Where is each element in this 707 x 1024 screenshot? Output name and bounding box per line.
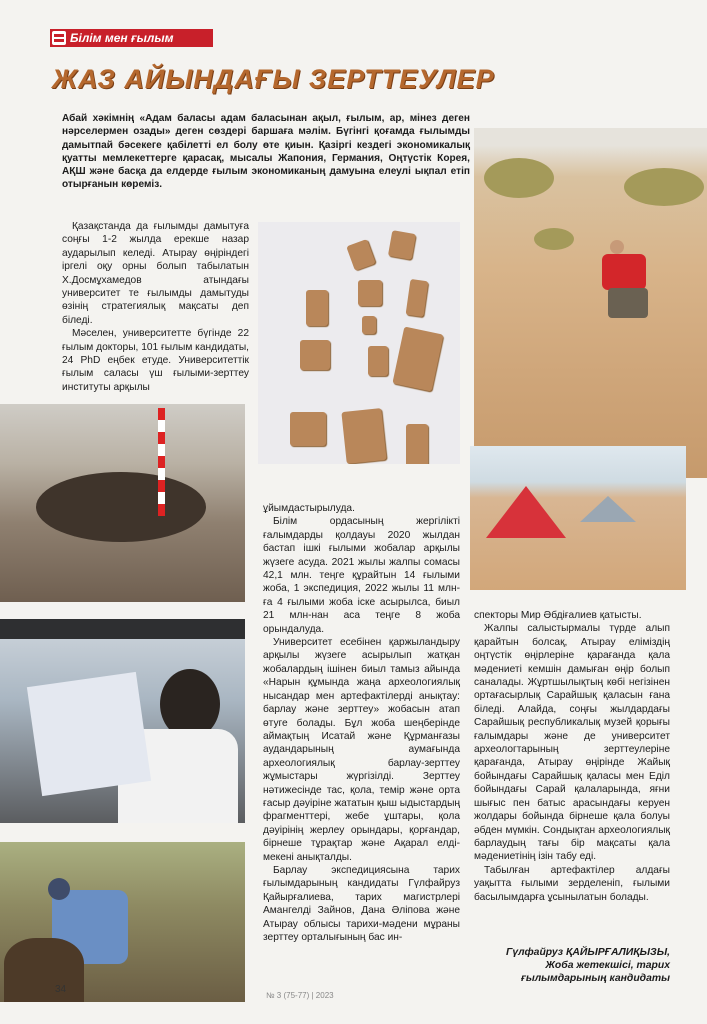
paragraph: Қазақстанда да ғылымды дамытуға соңғы 1-2 жылда ерекше назар аударылып келеді. Атырау өңіріндегі іргелі оқу орны болып табылатын Х.Досмұхамедов атындағы университет те ғылымды дамытуды өзінің стратегиялық мақсаты деп біледі. [62, 221, 249, 326]
book-icon [52, 31, 66, 45]
paragraph: Табылған артефактілер алдағы уақытта ғылыми зерделеніп, ғылыми басылымдарға ұсынылатын болады. [474, 864, 670, 903]
section-header [50, 29, 213, 47]
photo-camp-tents [470, 446, 686, 590]
paragraph: Жалпы салыстырмалы түрде алып қарайтын болсақ, Атырау еліміздің оңтүстік өңірлеріне қарағанда қала мәдениеті кемшін дамыған өңір болып саналады. Жұртшылықтың көбі негізінен ортағасырлық Сарайшық қаласын ғана біледі. Алайда, соңғы жылдардағы Сарайшық республикалық музей қорығы ғалымдары және де университет археологтарының зерттеулеріне қарағанда, Атырау өңірінде Жайық бойындағы Сарайшық қаласы мен Еділ бойындағы Сарай қалаларында, яғни шығыс пен батыс арасындағы керуен жолдары бойында бірнеше қала болуы әбден мүмкін. Сондықтан археологиялық барлаудың тағы бір мақсаты қала мәдениетінің ізін табу еді. [474, 623, 670, 863]
paragraph: спекторы Мир Әбдіғалиев қатысты. [474, 610, 642, 621]
author-name: Гүлфайруз ҚАЙЫРҒАЛИҚЫЗЫ, [505, 947, 670, 958]
author-role: ғылымдарының кандидаты [520, 973, 670, 984]
article-intro: Абай хәкімнің «Адам баласы адам баласынан ақыл, ғылым, ар, мінез деген нәрселермен озады» деген сөздері баршаға мәлім. Бүгінгі қоғамда ғылымды дамытпай бәсекеге қабілетті ел болу өте қиын. Қазіргі кездегі экономикалық қуатты мемлекеттерге қарасақ, мысалы Жапония, Германия, Оңтүстік Корея, АҚШ және басқа да елдерде ғылым экономиканың дамуына елеулі ықпал етіп отырғанын көреміз. [62, 113, 470, 191]
page-number: 34 [55, 984, 67, 995]
photo-man-digging [0, 842, 245, 1002]
column-1 [62, 220, 249, 394]
column-2 [263, 502, 460, 944]
section-label: Білім мен ғылым [70, 31, 174, 45]
photo-excavation-pit [0, 404, 245, 602]
paragraph: Мәселен, университетте бүгінде 22 ғылым докторы, 101 ғылым кандидаты, 24 PhD еңбек етуде. Университеттік ғылым саласы үш ғылыми-зерттеу институты арқылы [62, 328, 249, 393]
paragraph: Барлау экспедициясына тарих ғылымдарының кандидаты Гүлфайруз Қайырғалиева, тарих магистрлері Амангелді Зайнов, Дана Әліпова және Атырау облысы тарихи-мәдени мұраны зерттеу орталығының бас ин- [263, 864, 460, 943]
article-title: ЖАЗ АЙЫНДАҒЫ ЗЕРТТЕУЛЕР [52, 64, 495, 94]
author-role: Жоба жетекшісі, тарих [545, 960, 670, 971]
photo-pottery-shards [258, 222, 460, 464]
paragraph: Университет есебінен қаржыландыру арқылы жүзеге асырылып жатқан жобалардың ішінен биыл тамыз айында «Нарын құмында жаңа археологиялық нысандар мен артефактілерді анықтау: барлау және зерттеу» жобасын атап өтуге болады. Бұл жоба шеңберінде аймақтың Исатай және Құрманғазы аудандарының аумағында археологиялық барлау-зерттеу жұмыстары жүргізілді. Зерттеу нәтижесінде тас, қола, темір және орта ғасыр дәуіріне жататын қыш ыдыстардың фрагменттері, жебе ұштары, қола дәуірінің жерлеу орындары, қорғандар, бірнеше тұрақтар және Ақарал елді-мекені анықталды. [263, 637, 461, 863]
photo-dune-researcher [474, 128, 707, 478]
issue-footer: № 3 (75-77) | 2023 [266, 991, 334, 1000]
photo-man-with-map [0, 619, 245, 823]
paragraph: ұйымдастырылуда. [263, 503, 355, 514]
column-3 [474, 609, 670, 904]
author-signature [474, 946, 670, 985]
paragraph: Білім ордасының жергілікті ғалымдарды қолдауы 2020 жылдан бастап ішкі ғылыми жобалар арқылы жүзеге асуда. 2021 жылы жалпы сомасы 42,1 млн. теңге құрайтын 14 ғылыми жоба, 1 экспедиция, 2022 жылы 11 млн-ға 4 ғылыми жоба іске асырылса, биыл 21 млн-нан аса теңге 8 жоба орындалуда. [263, 516, 460, 635]
